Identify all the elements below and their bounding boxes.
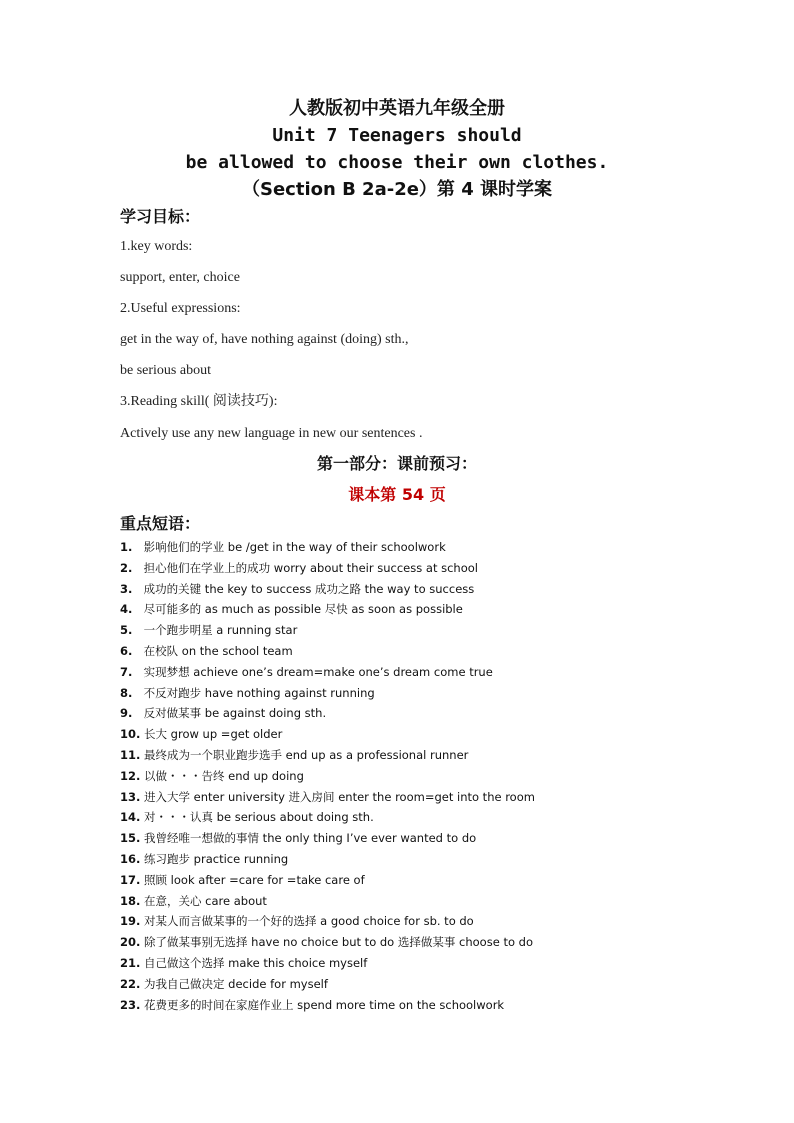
document-title [0, 95, 794, 203]
list-item [120, 932, 720, 953]
item-number: 8. [120, 685, 133, 700]
item-number: 23. [120, 997, 141, 1012]
list-item [120, 870, 720, 891]
list-item [120, 766, 720, 787]
item-number: 20. [120, 935, 141, 950]
objective-line: 1.key words: [120, 239, 193, 254]
objective-line: 3.Reading skill( 阅读技巧): [120, 394, 278, 409]
item-text: 反对做某事 be against doing sth. [143, 706, 327, 721]
list-item [120, 974, 720, 995]
phrases-heading: 重点短语： [120, 514, 201, 533]
objective-line: get in the way of, have nothing against (doing) sth., [120, 332, 409, 347]
item-number: 21. [120, 955, 141, 970]
list-item [120, 620, 720, 641]
item-text: 练习跑步 practice running [144, 851, 289, 866]
list-item [120, 828, 720, 849]
item-text: 对某人而言做某事的一个好的选择 a good choice for sb. to do [144, 914, 474, 929]
item-number: 1. [120, 540, 133, 554]
list-item [120, 911, 720, 932]
item-text: 尽可能多的 as much as possible 尽快 as soon as possible [143, 602, 463, 617]
item-number: 18. [120, 893, 141, 908]
item-number: 7. [120, 664, 133, 679]
item-text: 在校队 on the school team [143, 643, 293, 658]
title-line-4: （Section B 2a-2e）第 4 课时学案 [242, 179, 552, 200]
item-text: 一个跑步明星 a running star [143, 623, 298, 638]
list-item [120, 787, 720, 808]
item-number: 17. [120, 872, 141, 887]
list-item [120, 891, 720, 912]
item-text: 最终成为一个职业跑步选手 end up as a professional runner [144, 747, 469, 762]
item-number: 6. [120, 643, 133, 658]
item-text: 成功的关键 the key to success 成功之路 the way to success [143, 581, 475, 596]
item-number: 12. [120, 768, 141, 783]
item-number: 9. [120, 706, 133, 721]
textbook-page-label: 课本第 54 页 [348, 485, 446, 504]
item-text: 进入大学 enter university 进入房间 enter the room=get into the room [144, 789, 535, 804]
list-item [120, 579, 720, 600]
item-text: 为我自己做决定 decide for myself [144, 976, 328, 991]
item-text: 对・・・认真 be serious about doing sth. [144, 810, 374, 825]
list-item [120, 807, 720, 828]
item-number: 4. [120, 602, 133, 617]
title-line-1: 人教版初中英语九年级全册 [289, 98, 505, 119]
list-item [120, 599, 720, 620]
item-number: 14. [120, 810, 141, 825]
item-number: 19. [120, 914, 141, 929]
item-text: 我曾经唯一想做的事情 the only thing I’ve ever wanted to do [144, 831, 477, 846]
item-text: 长大 grow up =get older [144, 727, 283, 742]
item-text: 花费更多的时间在家庭作业上 spend more time on the schoolwork [144, 997, 505, 1012]
list-item [120, 662, 720, 683]
objective-line: support, enter, choice [120, 270, 240, 285]
item-number: 3. [120, 581, 133, 596]
item-text: 在意，关心 care about [144, 893, 267, 908]
item-text: 不反对跑步 have nothing against running [143, 685, 375, 700]
item-number: 13. [120, 789, 141, 804]
title-line-2: Unit 7 Teenagers should [272, 125, 522, 146]
item-text: 自己做这个选择 make this choice myself [144, 955, 368, 970]
phrase-list [120, 537, 720, 1015]
item-number: 16. [120, 851, 141, 866]
item-number: 2. [120, 560, 133, 575]
list-item [120, 703, 720, 724]
item-text: 实现梦想 achieve one’s dream=make one’s dream come true [143, 664, 493, 679]
item-text: 担心他们在学业上的成功 worry about their success at school [143, 560, 478, 575]
list-item [120, 558, 720, 579]
item-number: 11. [120, 747, 141, 762]
part1-heading: 第一部分：课前预习： [316, 454, 477, 473]
item-text: 照顾 look after =care for =take care of [144, 872, 365, 887]
title-line-3: be allowed to choose their own clothes. [185, 152, 609, 173]
objective-line: Actively use any new language in new our sentences . [120, 426, 423, 441]
list-item [120, 683, 720, 704]
list-item [120, 745, 720, 766]
objective-line: be serious about [120, 363, 211, 378]
list-item [120, 537, 720, 558]
list-item [120, 953, 720, 974]
item-number: 10. [120, 727, 141, 742]
objective-line: 2.Useful expressions: [120, 301, 241, 316]
item-text: 以做・・・告终 end up doing [144, 768, 304, 783]
list-item [120, 849, 720, 870]
objectives-heading: 学习目标： [120, 207, 201, 226]
item-text: 影响他们的学业 be /get in the way of their schoolwork [143, 540, 446, 554]
list-item [120, 995, 720, 1016]
list-item [120, 641, 720, 662]
item-number: 22. [120, 976, 141, 991]
item-number: 5. [120, 623, 133, 638]
item-number: 15. [120, 831, 141, 846]
list-item [120, 724, 720, 745]
item-text: 除了做某事别无选择 have no choice but to do 选择做某事 choose to do [144, 935, 533, 950]
